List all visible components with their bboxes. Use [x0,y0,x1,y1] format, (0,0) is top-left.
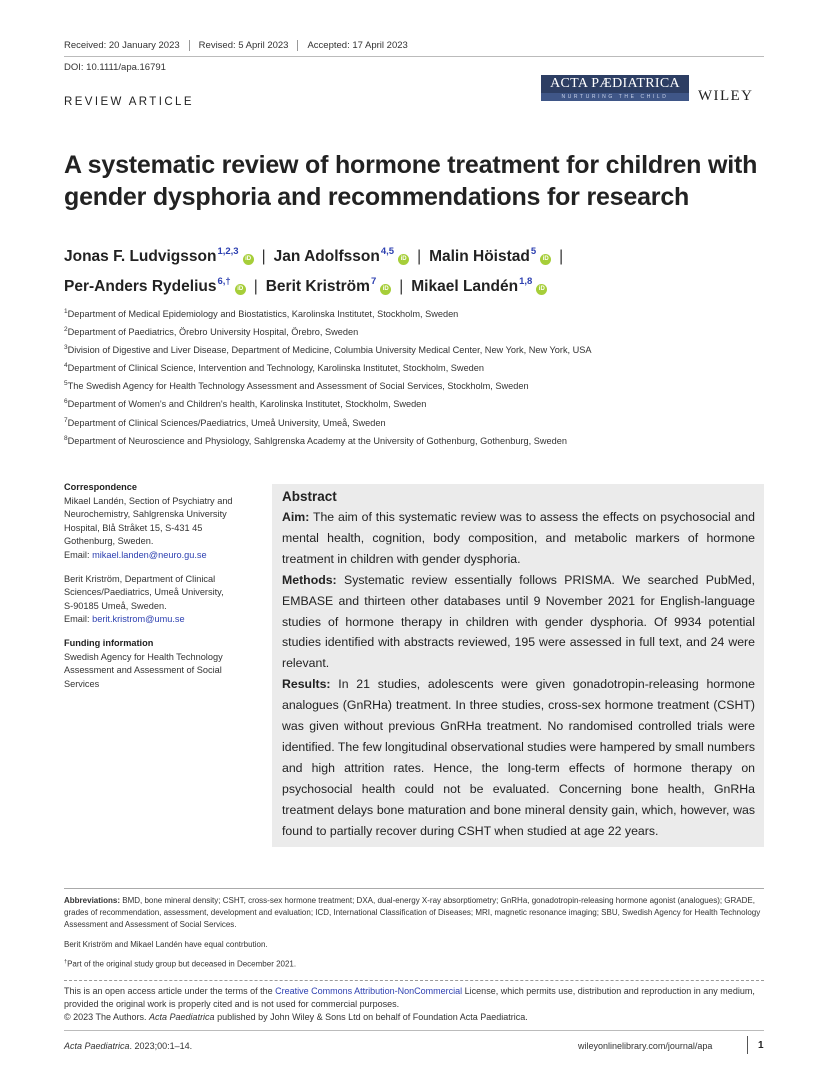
abbreviations: Abbreviations: BMD, bone mineral density; CSHT, cross-sex hormone treatment; DXA, dual-energy X-ray absorptiometry; GnRHa, gonadotropin-releasing hormone agonist (analogues); GRADE, grades of recommendation, assessment, development and evaluation; ICD, International Classification of Diseases; MRI, magnetic resonance imaging; SBU, Swedish Agency for Health Technology Assessment and Assessment of Social Services. [64,896,761,930]
orcid-icon[interactable]: iD [398,254,409,265]
journal-logo-name: ACTA PÆDIATRICA [541,75,689,93]
author[interactable] [429,248,551,265]
author-name: Malin Höistad [429,248,530,266]
author[interactable] [274,248,409,265]
author-separator: | [417,248,422,266]
author-affiliation[interactable]: 5 [530,246,537,257]
author-name: Berit Kriström [265,278,370,296]
affiliation: $^3$Division of Digestive and Liver Disease, Department of Medicine, Columbia University Medical Center, New York, New York, USA [64,344,592,356]
author-name: Jonas F. Ludvigsson [64,248,217,266]
correspondence-block: Correspondence Mikael Landén, Section of Psychiatry and Neurochemistry, Sahlgrenska University Hospital, Blå Stråket 15, S-431 45 Gothenburg, Sweden. Email: mikael.landen@neuro.gu.se [64,481,249,563]
header-divider [64,56,764,57]
title-line-1: A systematic review of hormone treatment for children with [64,151,758,179]
orcid-icon[interactable]: iD [380,284,391,295]
license-link[interactable]: Creative Commons Attribution-NonCommercial [275,986,463,996]
doi[interactable]: DOI: 10.1111/apa.16791 [64,62,166,73]
title-line-2: gender dysphoria and recommendations for research [64,183,690,211]
author[interactable] [411,278,547,295]
abstract-aim: Aim: The aim of this systematic review was to assess the effects on psychosocial and mental health, cognition, body composition, and metabolic markers of hormone treatment in children with gender dysphoria. [282,510,755,566]
affiliation: $^7$Department of Clinical Sciences/Paediatrics, Umeå University, Umeå, Sweden [64,416,386,428]
author-name: Per-Anders Rydelius [64,278,217,296]
author-separator: | [261,248,266,266]
author-separator: | [559,248,564,266]
received-date: Received: 20 January 2023 [64,40,180,51]
orcid-icon[interactable]: iD [243,254,254,265]
abstract-box [272,484,764,847]
author[interactable] [266,278,392,295]
copyright: © 2023 The Authors. Acta Paediatrica published by John Wiley & Sons Ltd on behalf of Foundation Acta Paediatrica. [64,1012,528,1023]
author-affiliation[interactable]: 1,2,3 [217,246,239,257]
publisher-logo: WILEY [698,88,754,104]
funding-heading: Funding information [64,637,154,648]
article-dates [64,40,417,51]
author-list [64,240,764,300]
revised-date: Revised: 5 April 2023 [189,40,298,51]
affiliation: $^8$Department of Neuroscience and Physiology, Sahlgrenska Academy at the University of Gothenburg, Gothenburg, Sweden [64,434,567,446]
author[interactable] [64,278,246,295]
accepted-date: Accepted: 17 April 2023 [297,40,416,51]
author-name: Mikael Landén [411,278,519,296]
license-divider [64,980,764,981]
article-title [64,149,764,213]
funding-block: Funding information Swedish Agency for Health Technology Assessment and Assessment of Social Services [64,637,249,691]
email-link[interactable]: berit.kristrom@umu.se [92,614,185,625]
orcid-icon[interactable]: iD [235,284,246,295]
footer-url[interactable]: wileyonlinelibrary.com/journal/apa [578,1041,713,1051]
author-line-2 [64,270,764,300]
author-affiliation[interactable]: 6,† [217,276,231,288]
author-separator: | [399,278,404,296]
affiliation: $^1$Department of Medical Epidemiology and Biostatistics, Karolinska Institutet, Stockholm, Sweden [64,308,459,320]
affiliation: $^2$Department of Paediatrics, Örebro University Hospital, Örebro, Sweden [64,326,359,338]
email-link[interactable]: mikael.landen@neuro.gu.se [92,549,207,560]
footer-divider [64,1030,764,1031]
affiliation: $^4$Department of Clinical Science, Intervention and Technology, Karolinska Institutet, Stockholm, Sweden [64,362,485,374]
affiliation: $^5$The Swedish Agency for Health Technology Assessment and Assessment of Social Services, Stockholm, Sweden [64,380,529,392]
affiliation-list [64,306,764,451]
page-number: 1 [758,1040,764,1051]
orcid-icon[interactable]: iD [536,284,547,295]
abstract-heading: Abstract [282,489,337,504]
deceased-note: †Part of the original study group but deceased in December 2021. [64,959,297,969]
footnote-divider [64,888,764,889]
author[interactable] [64,248,254,265]
author-affiliation[interactable]: 1,8 [519,276,533,288]
abstract-methods: Methods: Systematic review essentially follows PRISMA. We searched PubMed, EMBASE and thirteen other databases until 9 November 2021 for English-language studies of hormone therapy in children with gender dysphoria. Of 9934 potential studies identified with abstracts reviewed, 195 were assessed in full text, and 24 were relevant. [282,572,755,671]
orcid-icon[interactable]: iD [540,254,551,265]
sidebar-info [64,481,249,701]
journal-logo [541,75,689,101]
author-separator: | [253,278,258,296]
license-notice: This is an open access article under the terms of the Creative Commons Attribution-NonCommercial License, which permits use, distribution and reproduction in any medium, provided the original work is properly cited and is not used for commercial purposes. © 2023 The Authors. Acta Paediatrica published by John Wiley & Sons Ltd on behalf of Foundation Acta Paediatrica. [64,985,764,1024]
affiliation: $^6$Department of Women's and Children's health, Karolinska Institutet, Stockholm, Sweden [64,398,427,410]
author-affiliation[interactable]: 4,5 [380,246,395,257]
author-line-1 [64,240,764,270]
correspondence-block-2: Berit Kriström, Department of Clinical Sciences/Paediatrics, Umeå University, S-90185 Umeå, Sweden. Email: berit.kristrom@umu.se [64,573,224,625]
footer-citation: Acta Paediatrica. 2023;00:1–14. [64,1041,193,1051]
abstract-results: Results: In 21 studies, adolescents were given gonadotropin-releasing hormone analogues (GnRHa) treatment. In three studies, cross-sex hormone treatment (CSHT) was given without previous GnRHa treatment. No randomised controlled trials were identified. The few longitudinal observational studies were hampered by small numbers and high attrition rates. Hence, the long-term effects of hormone therapy on psychosocial health could not be evaluated. Concerning bone health, GnRHa treatment delays bone maturation and bone mineral density gain, which, however, was found to partially recover during CSHT when studied at age 22 years. [282,677,755,838]
page-number-divider [747,1036,748,1054]
correspondence-heading: Correspondence [64,482,138,492]
equal-contribution-note: Berit Kriström and Mikael Landén have equal contrbution. [64,940,268,949]
author-affiliation[interactable]: 7 [370,276,377,288]
journal-logo-tagline: NURTURING THE CHILD [541,93,689,101]
author-name: Jan Adolfsson [273,248,380,266]
article-type: REVIEW ARTICLE [64,96,194,108]
